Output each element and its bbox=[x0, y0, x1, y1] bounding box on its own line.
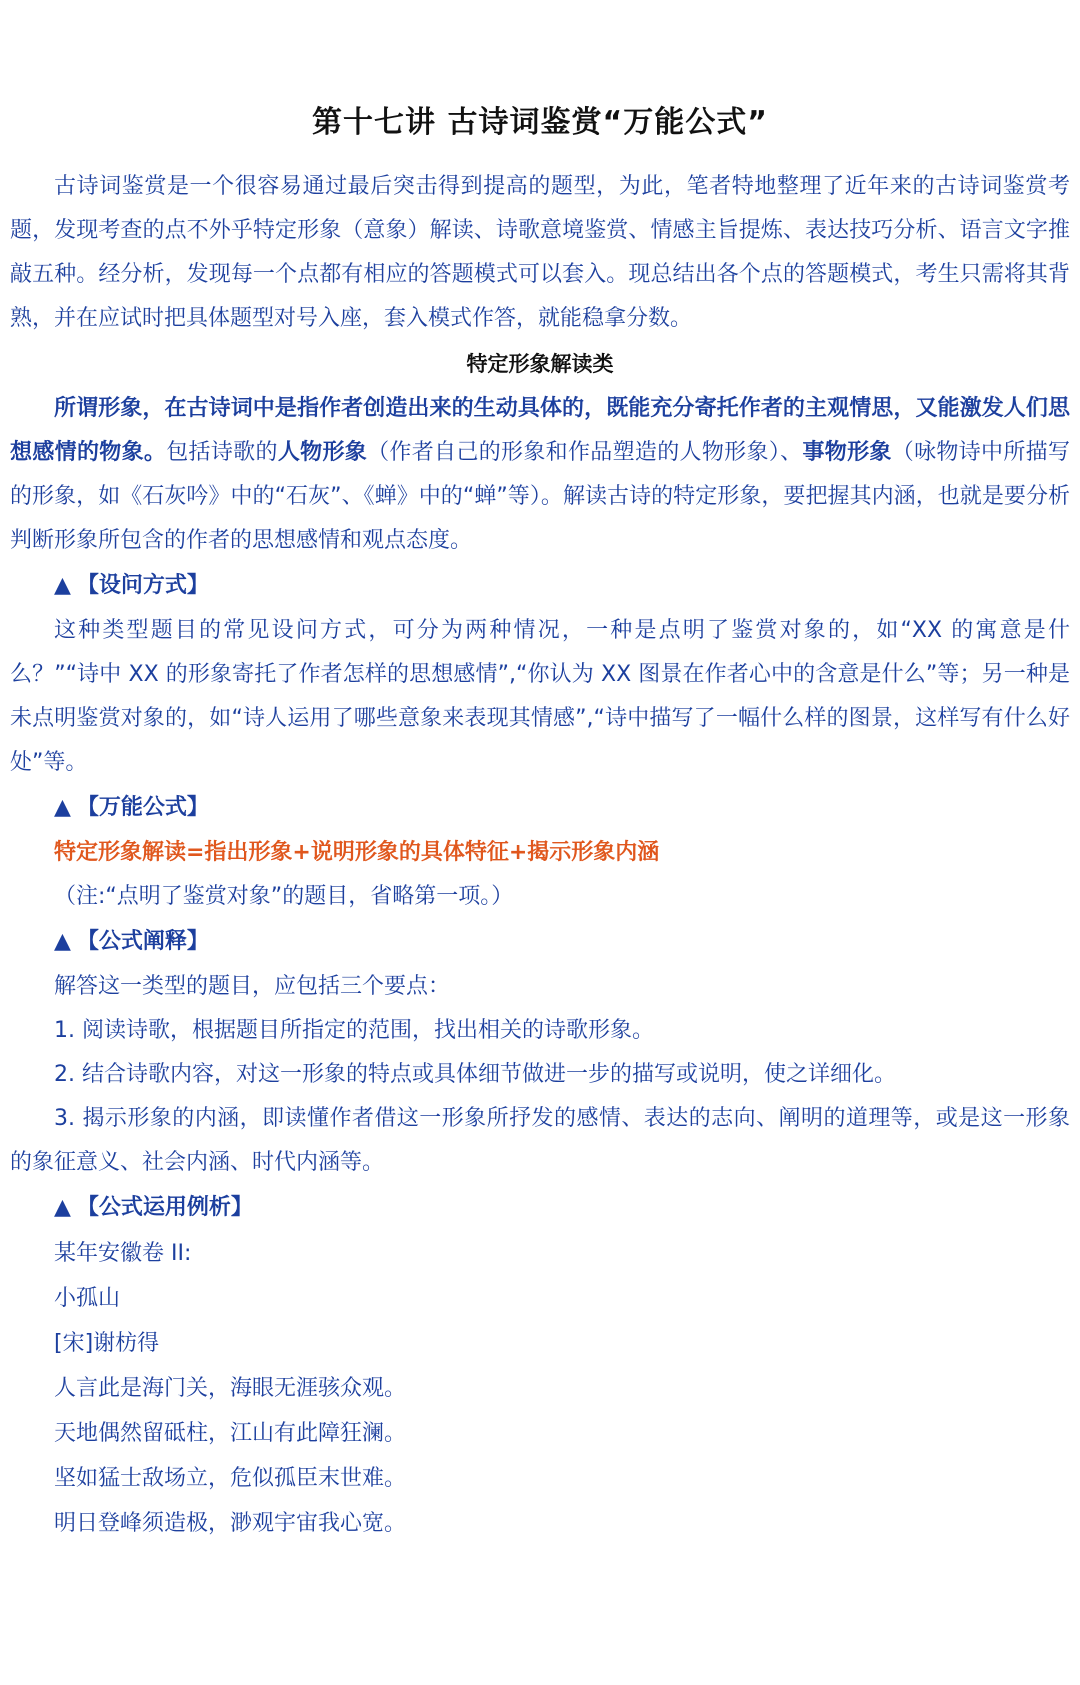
poem-line: 人言此是海门关，海眼无涯骇众观。 bbox=[54, 1376, 407, 1401]
poem-line: 坚如猛士敌场立，危似孤臣末世难。 bbox=[54, 1466, 407, 1491]
definition-text-2: （作者自己的形象和作品塑造的人物形象）、 bbox=[367, 440, 803, 465]
heading-label: 【设问方式】 bbox=[76, 573, 209, 598]
explanation-point-1: 1. 阅读诗歌，根据题目所指定的范围，找出相关的诗歌形象。 bbox=[54, 1018, 654, 1043]
poem-line: 明日登峰须造极，渺观宇宙我心宽。 bbox=[54, 1511, 407, 1536]
page-title: 第十七讲 古诗词鉴赏“万能公式” bbox=[312, 105, 768, 140]
heading-label: 【公式阐释】 bbox=[76, 929, 209, 954]
definition-bold-object: 事物形象 bbox=[802, 440, 892, 465]
definition-paragraph bbox=[10, 387, 1070, 563]
heading-formula bbox=[10, 785, 1070, 831]
triangle-icon: ▲ bbox=[54, 929, 71, 954]
triangle-icon: ▲ bbox=[54, 1195, 71, 1220]
section-title: 特定形象解读类 bbox=[466, 352, 614, 376]
triangle-icon: ▲ bbox=[54, 795, 71, 820]
example-source: 某年安徽卷 II: bbox=[54, 1241, 192, 1266]
document-body bbox=[10, 165, 1070, 1546]
question-style-paragraph: 这种类型题目的常见设问方式，可分为两种情况，一种是点明了鉴赏对象的，如“XX 的寓意是什么？”“诗中 XX 的形象寄托了作者怎样的思想感情”,“你认为 XX 图景在作者心中的含意是什么”等；另一种是未点明鉴赏对象的，如“诗人运用了哪些意象来表现其情感”,“诗中描写了一幅什么样的图景，这样写有什么好处”等。 bbox=[10, 618, 1070, 775]
definition-bold-person: 人物形象 bbox=[277, 440, 368, 465]
poem-title: 小孤山 bbox=[54, 1286, 121, 1311]
formula-text: 特定形象解读=指出形象+说明形象的具体特征+揭示形象内涵 bbox=[54, 840, 660, 865]
explanation-intro: 解答这一类型的题目，应包括三个要点： bbox=[54, 974, 451, 999]
heading-example bbox=[10, 1185, 1070, 1231]
explanation-point-2: 2. 结合诗歌内容，对这一形象的特点或具体细节做进一步的描写或说明，使之详细化。 bbox=[54, 1062, 896, 1087]
poem-author: [宋]谢枋得 bbox=[54, 1331, 160, 1356]
definition-text-3: （咏物诗中所描写的形象，如《石灰吟》中的“石灰”、《蝉》中的“蝉”等）。解读古诗的特定形象，要把握其内涵，也就是要分析判断形象所包含的作者的思想感情和观点态度。 bbox=[10, 440, 1070, 553]
formula-note: （注:“点明了鉴赏对象”的题目，省略第一项。） bbox=[54, 884, 514, 909]
intro-paragraph: 古诗词鉴赏是一个很容易通过最后突击得到提高的题型，为此，笔者特地整理了近年来的古诗词鉴赏考题，发现考查的点不外乎特定形象（意象）解读、诗歌意境鉴赏、情感主旨提炼、表达技巧分析、语言文字推敲五种。经分析，发现每一个点都有相应的答题模式可以套入。现总结出各个点的答题模式，考生只需将其背熟，并在应试时把具体题型对号入座，套入模式作答，就能稳拿分数。 bbox=[10, 174, 1070, 331]
heading-question-style bbox=[10, 563, 1070, 609]
poem-line: 天地偶然留砥柱，江山有此障狂澜。 bbox=[54, 1421, 407, 1446]
heading-explanation bbox=[10, 919, 1070, 965]
definition-text-1: 包括诗歌的 bbox=[166, 440, 278, 465]
heading-label: 【万能公式】 bbox=[76, 795, 209, 820]
explanation-point-3: 3. 揭示形象的内涵，即读懂作者借这一形象所抒发的感情、表达的志向、阐明的道理等，或是这一形象的象征意义、社会内涵、时代内涵等。 bbox=[10, 1106, 1070, 1175]
example-poem bbox=[10, 1231, 1070, 1546]
definition-bold-intro: 所谓形象，在古诗词中是指作者创造出来的生动具体的，既能充分寄托作者的主观情思，又能激发人们思想感情的物象。 bbox=[10, 396, 1070, 465]
triangle-icon: ▲ bbox=[54, 573, 71, 598]
heading-label: 【公式运用例析】 bbox=[76, 1195, 253, 1220]
